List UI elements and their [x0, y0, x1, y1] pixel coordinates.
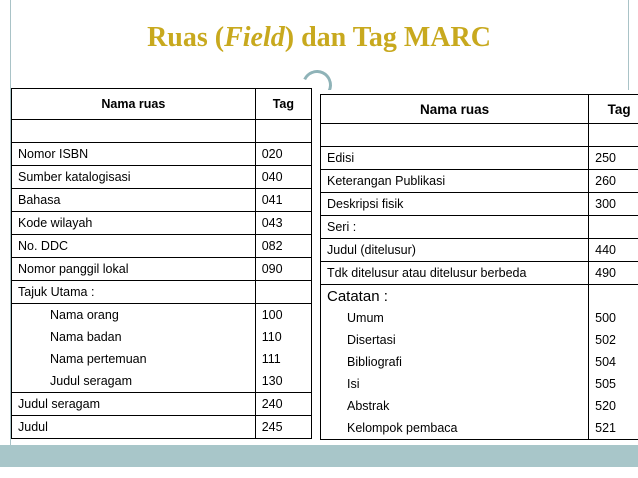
- header-nama-ruas: Nama ruas: [321, 95, 589, 124]
- table-header-row: [12, 89, 312, 120]
- title-part-1: Ruas (: [147, 22, 225, 53]
- table-row: [321, 170, 638, 193]
- field-name: Kelompok pembaca: [321, 417, 589, 440]
- field-tag: 043: [255, 212, 311, 235]
- table-row: [321, 329, 638, 351]
- field-tag: 504: [589, 351, 638, 373]
- field-tag: 521: [589, 417, 638, 440]
- field-name: Abstrak: [321, 395, 589, 417]
- table-header-row: [321, 95, 638, 124]
- title-part-2: ) dan Tag MARC: [284, 22, 491, 53]
- table-row: [12, 235, 312, 258]
- field-name: Sumber katalogisasi: [12, 166, 256, 189]
- table-row: [321, 124, 638, 147]
- field-name: Tdk ditelusur atau ditelusur berbeda: [321, 262, 589, 285]
- field-tag: 440: [589, 239, 638, 262]
- field-name: Deskripsi fisik: [321, 193, 589, 216]
- field-name: Nama orang: [12, 304, 256, 327]
- table-row: [12, 326, 312, 348]
- slide-title: [0, 22, 638, 54]
- table-row: [321, 373, 638, 395]
- field-tag: [255, 120, 311, 143]
- field-tag: 020: [255, 143, 311, 166]
- field-tag: 502: [589, 329, 638, 351]
- table-row: [321, 417, 638, 440]
- table-left: [11, 88, 312, 439]
- table-row: [12, 120, 312, 143]
- field-name: Keterangan Publikasi: [321, 170, 589, 193]
- field-tag: 300: [589, 193, 638, 216]
- field-name: Seri :: [321, 216, 589, 239]
- field-tag: [589, 216, 638, 239]
- field-tag: 082: [255, 235, 311, 258]
- table-row: [321, 239, 638, 262]
- header-tag: Tag: [589, 95, 638, 124]
- header-tag: Tag: [255, 89, 311, 120]
- field-name: Edisi: [321, 147, 589, 170]
- table-row: [321, 351, 638, 373]
- title-italic: Field: [224, 22, 285, 53]
- field-name: Isi: [321, 373, 589, 395]
- field-tag: 520: [589, 395, 638, 417]
- table-row: [321, 216, 638, 239]
- field-name: Nomor panggil lokal: [12, 258, 256, 281]
- field-name: Nama badan: [12, 326, 256, 348]
- field-tag: 041: [255, 189, 311, 212]
- field-name: Tajuk Utama :: [12, 281, 256, 304]
- field-tag: 490: [589, 262, 638, 285]
- table-right: [320, 94, 638, 440]
- field-name: [321, 124, 589, 147]
- field-name: No. DDC: [12, 235, 256, 258]
- field-name: Judul (ditelusur): [321, 239, 589, 262]
- table-row: [12, 189, 312, 212]
- field-tag: 040: [255, 166, 311, 189]
- header-nama-ruas: Nama ruas: [12, 89, 256, 120]
- field-tag: 260: [589, 170, 638, 193]
- table-row: [12, 416, 312, 439]
- table-row: [12, 258, 312, 281]
- table-row: [321, 395, 638, 417]
- field-name: Nomor ISBN: [12, 143, 256, 166]
- field-name: Umum: [321, 307, 589, 329]
- table-row: [12, 348, 312, 370]
- field-tag: [255, 281, 311, 304]
- table-row: [321, 285, 638, 308]
- field-name: Nama pertemuan: [12, 348, 256, 370]
- field-name: Judul seragam: [12, 370, 256, 393]
- field-tag: 240: [255, 393, 311, 416]
- field-name: Catatan :: [321, 285, 589, 308]
- field-tag: 110: [255, 326, 311, 348]
- table-row: [12, 166, 312, 189]
- field-name: Judul: [12, 416, 256, 439]
- field-tag: 090: [255, 258, 311, 281]
- table-row: [12, 370, 312, 393]
- field-name: [12, 120, 256, 143]
- field-tag: 111: [255, 348, 311, 370]
- table-row: [12, 393, 312, 416]
- field-tag: 505: [589, 373, 638, 395]
- field-tag: 245: [255, 416, 311, 439]
- field-name: Judul seragam: [12, 393, 256, 416]
- table-row: [321, 147, 638, 170]
- table-row: [12, 304, 312, 327]
- table-row: [321, 307, 638, 329]
- field-tag: 100: [255, 304, 311, 327]
- field-tag: 250: [589, 147, 638, 170]
- table-row: [321, 262, 638, 285]
- page-number: 6: [512, 447, 518, 461]
- field-tag: [589, 124, 638, 147]
- field-tag: [589, 285, 638, 308]
- footer-bar: [0, 445, 638, 467]
- field-name: Bahasa: [12, 189, 256, 212]
- table-row: [12, 212, 312, 235]
- field-tag: 500: [589, 307, 638, 329]
- field-name: Kode wilayah: [12, 212, 256, 235]
- table-row: [12, 143, 312, 166]
- field-name: Disertasi: [321, 329, 589, 351]
- table-row: [321, 193, 638, 216]
- field-tag: 130: [255, 370, 311, 393]
- table-row: [12, 281, 312, 304]
- field-name: Bibliografi: [321, 351, 589, 373]
